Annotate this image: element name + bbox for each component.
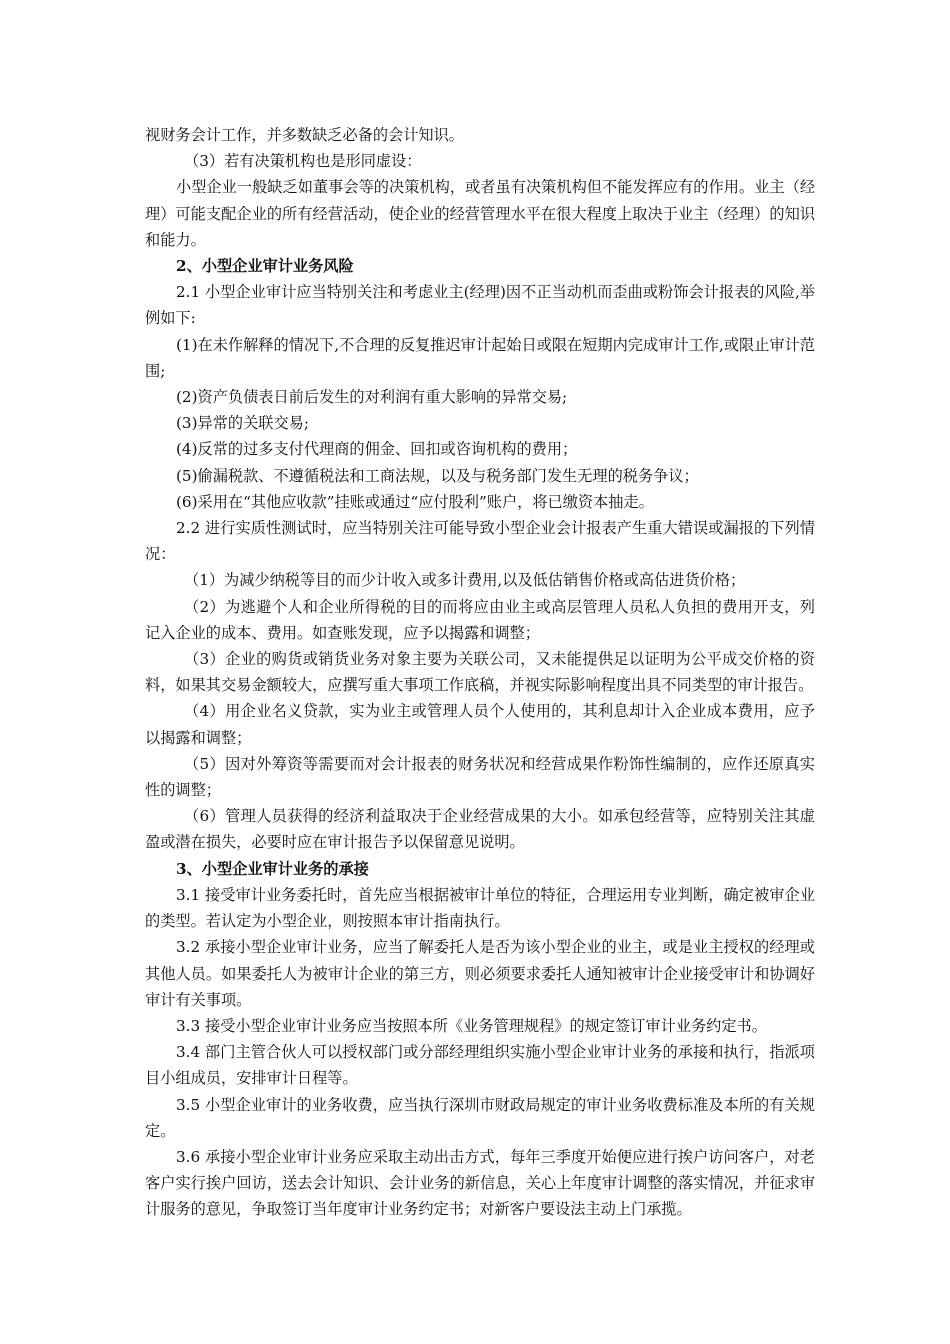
paragraph-3-1: 3.1 接受审计业务委托时，首先应当根据被审计单位的特征，合理运用专业判断，确定被审企业的类型。若认定为小型企业，则按照本审计指南执行。: [145, 885, 815, 931]
document-page: [145, 122, 815, 1223]
list-item-2-1-3: (3)异常的关联交易;: [176, 414, 309, 433]
paragraph-3-4: 3.4 部门主管合伙人可以授权部门或分部经理组织实施小型企业审计业务的承接和执行，指派项目小组成员，安排审计日程等。: [145, 1043, 815, 1088]
paragraph-item-decision-body: （3）若有决策机构也是形同虚设：: [184, 152, 422, 171]
paragraph-2-1: 2.1 小型企业审计应当特别关注和考虑业主(经理)因不正当动机而歪曲或粉饰会计报表的风险,举例如下:: [145, 283, 815, 328]
list-item-2-2-1: （1）为减少纳税等目的而少计收入或多计费用,以及低估销售价格或高估进货价格；: [184, 571, 746, 590]
list-item-2-1-6: (6)采用在“其他应收款”挂账或通过“应付股利”账户，将已缴资本抽走。: [176, 492, 654, 511]
list-item-2-2-5: （5）因对外筹资等需要而对会计报表的财务状况和经营成果作粉饰性编制的，应作还原真实性的调整；: [145, 754, 815, 800]
list-item-2-1-2: (2)资产负债表日前后发生的对利润有重大影响的异常交易;: [176, 388, 568, 407]
list-item-2-2-6: （6）管理人员获得的经济利益取决于企业经营成果的大小。如承包经营等，应特别关注其虚盈或潜在损失，必要时应在审计报告予以保留意见说明。: [145, 807, 815, 852]
paragraph-intro-continuation: 视财务会计工作，并多数缺乏必备的会计知识。: [145, 126, 464, 144]
list-item-2-2-3: （3）企业的购货或销货业务对象主要为关联公司，又未能提供足以证明为公平成交价格的资料，如果其交易金额较大，应撰写重大事项工作底稿，并视实际影响程度出具不同类型的审计报告。: [145, 650, 815, 695]
paragraph-decision-body-detail: 小型企业一般缺乏如董事会等的决策机构，或者虽有决策机构但不能发挥应有的作用。业主（经理）可能支配企业的所有经营活动，使企业的经营管理水平在很大程度上取决于业主（经理）的知识和能力。: [145, 178, 815, 249]
section-heading-3: 3、小型企业审计业务的承接: [176, 859, 369, 878]
list-item-2-1-4: (4)反常的过多支付代理商的佣金、回扣或咨询机构的费用；: [176, 440, 578, 459]
list-item-2-2-4: （4）用企业名义贷款，实为业主或管理人员个人使用的，其利息却计入企业成本费用，应予以揭露和调整；: [145, 702, 815, 747]
paragraph-3-5: 3.5 小型企业审计的业务收费，应当执行深圳市财政局规定的审计业务收费标准及本所的有关规定。: [145, 1095, 815, 1140]
list-item-2-1-1: (1)在未作解释的情况下,不合理的反复推迟审计起始日或限在短期内完成审计工作,或限止审计范围;: [145, 335, 815, 380]
paragraph-3-6: 3.6 承接小型企业审计业务应采取主动出击方式，每年三季度开始便应进行挨户访问客户，对老客户实行挨户回访，送去会计知识、会计业务的新信息，关心上年度审计调整的落实情况，并征求审计服务的意见，争取签订当年度审计业务约定书；对新客户要设法主动上门承揽。: [145, 1147, 815, 1219]
list-item-2-1-5: (5)偷漏税款、不遵循税法和工商法规，以及与税务部门发生无理的税务争议；: [176, 466, 699, 485]
list-item-2-2-2: （2）为逃避个人和企业所得税的目的而将应由业主或高层管理人员私人负担的费用开支，列记入企业的成本、费用。如查账发现，应予以揭露和调整；: [145, 597, 815, 642]
paragraph-2-2: 2.2 进行实质性测试时，应当特别关注可能导致小型企业会计报表产生重大错误或漏报的下列情况：: [145, 519, 815, 564]
paragraph-3-2: 3.2 承接小型企业审计业务，应当了解委托人是否为该小型企业的业主，或是业主授权的经理或其他人员。如果委托人为被审计企业的第三方，则必须要求委托人通知被审计企业接受审计和协调好审计有关事项。: [145, 938, 815, 1009]
section-heading-2: 2、小型企业审计业务风险: [176, 257, 354, 276]
paragraph-3-3: 3.3 接受小型企业审计业务应当按照本所《业务管理规程》的规定签订审计业务约定书。: [176, 1016, 767, 1035]
